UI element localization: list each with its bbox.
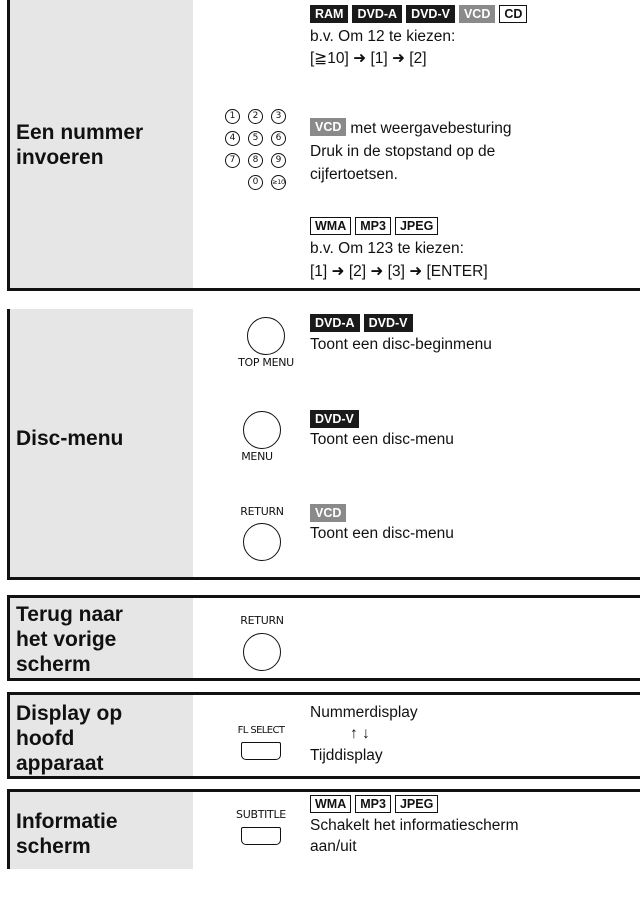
title-line: Display op — [16, 702, 123, 725]
title-line: apparaat — [16, 752, 104, 775]
key-9[interactable]: 9 — [271, 153, 286, 168]
badge-jpeg: JPEG — [395, 217, 438, 235]
key-3[interactable]: 3 — [271, 109, 286, 124]
title-line: Een nummer — [16, 121, 144, 144]
badge-mp3: MP3 — [355, 217, 391, 235]
title-line: scherm — [16, 653, 91, 676]
title-line: Informatie — [16, 810, 118, 833]
instruction-text-inline: met weergavebesturing — [350, 120, 512, 137]
badge-mp3: MP3 — [355, 795, 391, 813]
instruction-text: Toont een disc-beginmenu — [310, 336, 492, 353]
instruction-text: Toont een disc-menu — [310, 431, 454, 448]
return-button[interactable] — [243, 633, 281, 671]
file-type-badges — [310, 217, 442, 235]
instruction-text: b.v. Om 123 te kiezen: — [310, 240, 464, 257]
toggle-arrows: ↑ ↓ — [350, 725, 370, 742]
disc-type-badges — [310, 5, 531, 23]
top-menu-caption: TOP MENU — [238, 356, 294, 369]
title-line: het vorige — [16, 628, 117, 651]
title-line: invoeren — [16, 146, 104, 169]
section-divider — [7, 577, 640, 580]
instruction-text: Toont een disc-menu — [310, 525, 454, 542]
key-6[interactable]: 6 — [271, 131, 286, 146]
display-option-text: Nummerdisplay — [310, 704, 418, 721]
badge-jpeg: JPEG — [395, 795, 438, 813]
section-top-rule — [7, 789, 640, 792]
instruction-text — [310, 118, 512, 139]
section-title — [16, 809, 118, 859]
title-line: scherm — [16, 835, 91, 858]
section-title: Disc-menu — [16, 427, 124, 450]
badge-wma: WMA — [310, 217, 351, 235]
badge-vcd: VCD — [310, 118, 346, 136]
key-10plus[interactable]: ≥10 — [271, 175, 286, 190]
title-line: Terug naar — [16, 603, 123, 626]
menu-button[interactable] — [243, 411, 281, 449]
subtitle-caption: SUBTITLE — [236, 808, 286, 821]
disc-type-badges — [310, 504, 350, 522]
badge-wma: WMA — [310, 795, 351, 813]
badge-dvd-v: DVD-V — [364, 314, 413, 332]
section-title — [16, 701, 122, 776]
badge-vcd: VCD — [459, 5, 495, 23]
badge-dvd-v: DVD-V — [406, 5, 455, 23]
key-7[interactable]: 7 — [225, 153, 240, 168]
section-title — [16, 120, 143, 170]
section-disc-menu — [0, 309, 640, 580]
menu-caption: MENU — [241, 450, 273, 463]
instruction-text: b.v. Om 12 te kiezen: — [310, 28, 456, 45]
subtitle-button[interactable] — [241, 827, 281, 845]
key-2[interactable]: 2 — [248, 109, 263, 124]
return-caption: RETURN — [240, 505, 284, 518]
badge-dvd-a: DVD-A — [352, 5, 402, 23]
key-0[interactable]: 0 — [248, 175, 263, 190]
file-type-badges — [310, 795, 442, 813]
badge-vcd: VCD — [310, 504, 346, 522]
top-menu-button[interactable] — [247, 317, 285, 355]
section-display — [0, 692, 640, 779]
section-top-rule — [7, 692, 640, 695]
section-divider — [7, 678, 640, 681]
section-enter-number — [0, 0, 640, 291]
instruction-text: Schakelt het informatiescherm — [310, 817, 519, 834]
key-5[interactable]: 5 — [248, 131, 263, 146]
badge-dvd-v: DVD-V — [310, 410, 359, 428]
badge-ram: RAM — [310, 5, 348, 23]
key-4[interactable]: 4 — [225, 131, 240, 146]
instruction-text: Druk in de stopstand op de — [310, 143, 496, 160]
disc-type-badges — [310, 410, 363, 428]
disc-type-badges — [310, 314, 417, 332]
instruction-text: cijfertoetsen. — [310, 166, 398, 183]
return-caption: RETURN — [240, 614, 284, 627]
key-8[interactable]: 8 — [248, 153, 263, 168]
instruction-text: [≧10] ➜ [1] ➜ [2] — [310, 50, 427, 67]
instruction-text: aan/uit — [310, 838, 357, 855]
section-divider — [7, 776, 640, 779]
key-1[interactable]: 1 — [225, 109, 240, 124]
section-title — [16, 602, 123, 677]
badge-dvd-a: DVD-A — [310, 314, 360, 332]
display-option-text: Tijddisplay — [310, 747, 383, 764]
section-top-rule — [7, 595, 640, 598]
section-content — [200, 0, 630, 291]
title-line: hoofd — [16, 727, 75, 750]
instruction-text: [1] ➜ [2] ➜ [3] ➜ [ENTER] — [310, 263, 488, 280]
section-back — [0, 595, 640, 681]
return-button[interactable] — [243, 523, 281, 561]
fl-select-button[interactable] — [241, 742, 281, 760]
fl-select-caption: FL SELECT — [237, 725, 285, 736]
section-info — [0, 789, 640, 869]
badge-cd: CD — [499, 5, 527, 23]
